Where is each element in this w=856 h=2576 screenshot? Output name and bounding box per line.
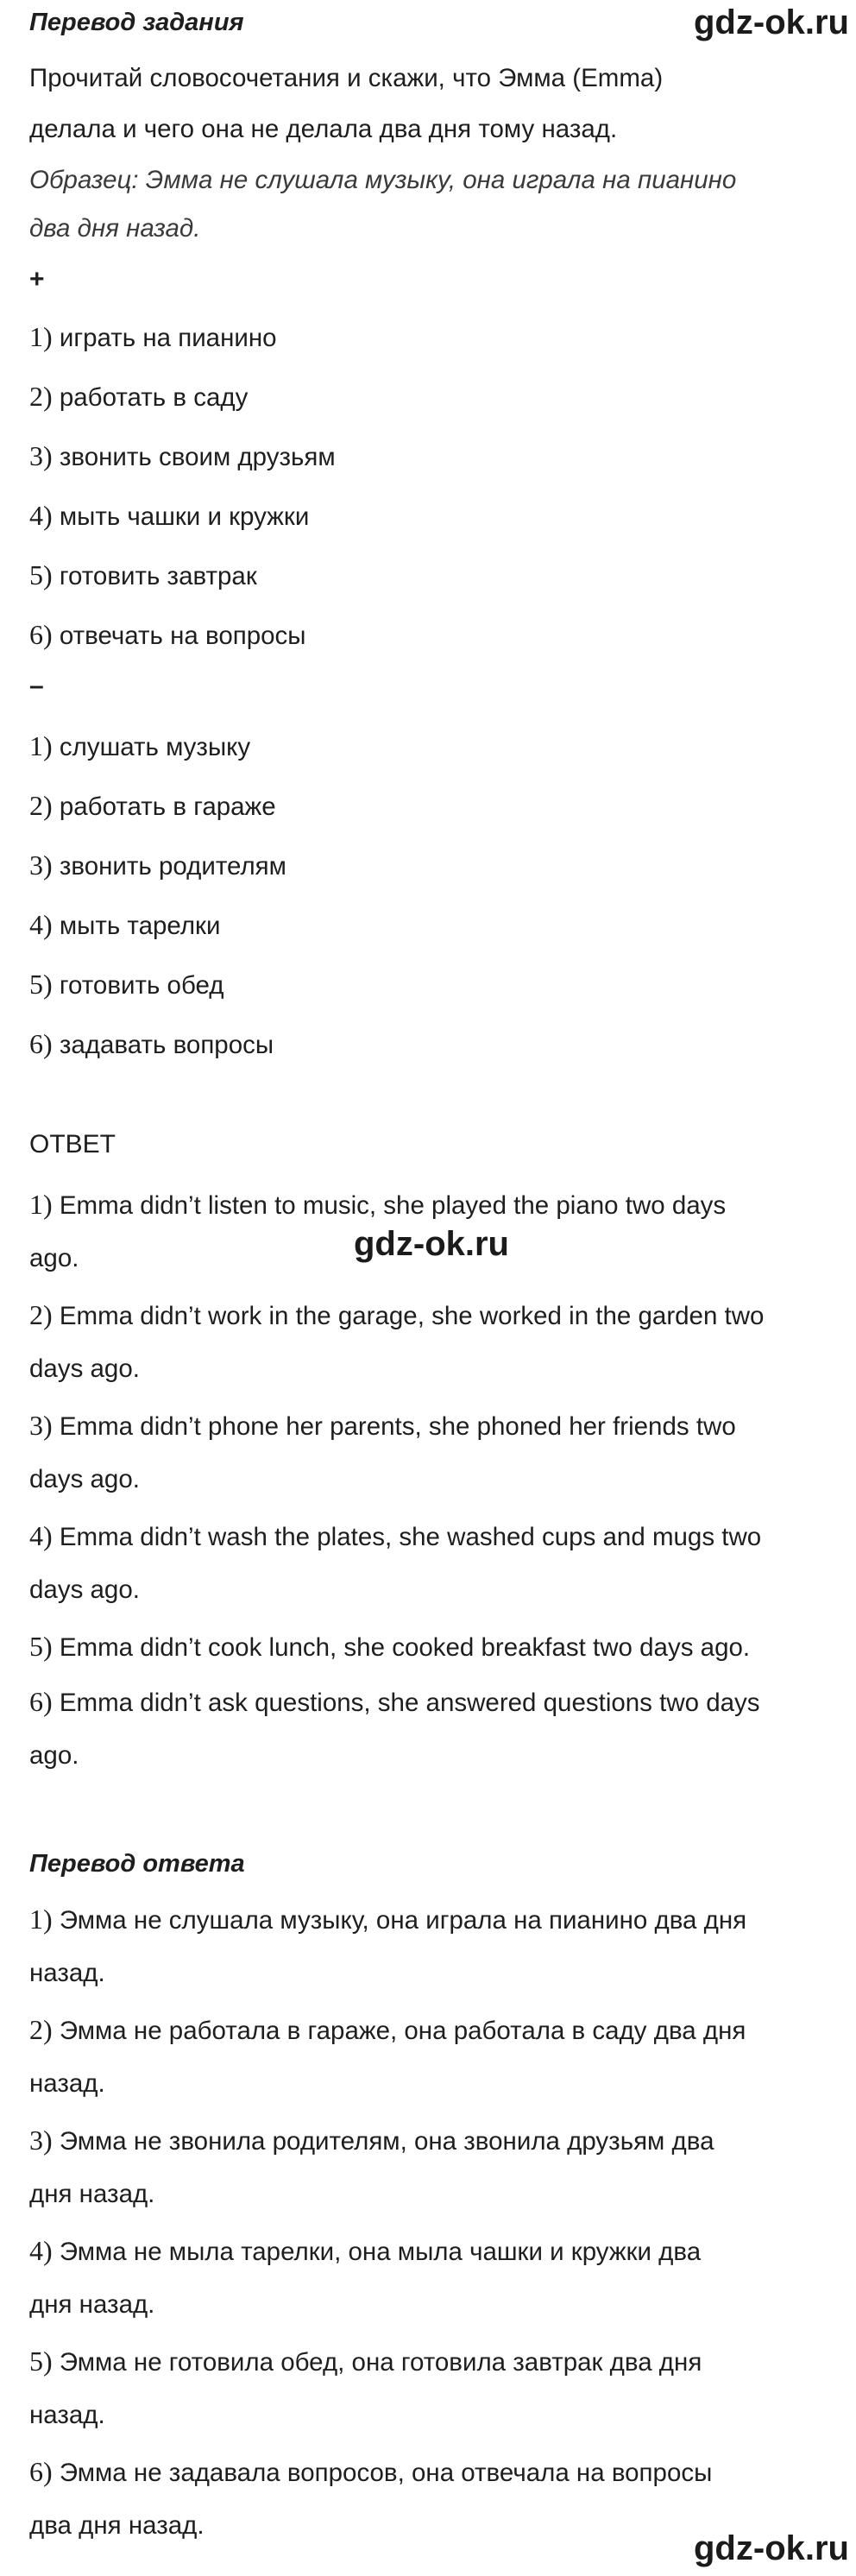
translation-text: Эмма не задавала вопросов, она отвечала на вопросы — [59, 2459, 713, 2487]
list-item — [29, 911, 220, 939]
item-number: 1) — [29, 730, 53, 761]
item-number: 6) — [29, 2456, 53, 2487]
item-number: 5) — [29, 969, 53, 1000]
translation-heading: Перевод ответа — [29, 1850, 245, 1878]
item-text: задавать вопросы — [59, 1031, 274, 1059]
item-number: 1) — [29, 321, 53, 352]
answer-line — [29, 1411, 736, 1440]
plus-symbol: + — [29, 265, 45, 294]
answer-line — [29, 1301, 764, 1329]
translation-line — [29, 2458, 712, 2486]
item-text: звонить своим друзьям — [59, 443, 336, 471]
item-text: мыть чашки и кружки — [59, 502, 310, 531]
translation-line-cont: дня назад. — [29, 2290, 155, 2319]
list-item — [29, 732, 250, 761]
task-intro-line-1: Прочитай словосочетания и скажи, что Эмма (Emma) — [29, 64, 664, 92]
item-text: готовить завтрак — [59, 562, 257, 590]
item-number: 1) — [29, 1189, 53, 1220]
item-number: 4) — [29, 2235, 53, 2266]
item-number: 1) — [29, 1904, 53, 1935]
item-text: слушать музыку — [59, 733, 251, 761]
list-item — [29, 561, 257, 590]
item-text: работать в гараже — [59, 792, 276, 821]
translation-text: Эмма не работала в гараже, она работала в саду два дня — [59, 2017, 746, 2045]
item-text: звонить родителям — [59, 852, 286, 881]
watermark-bottom: gdz-ok.ru — [694, 2529, 849, 2567]
list-item — [29, 382, 248, 411]
translation-line — [29, 2016, 746, 2044]
watermark-top: gdz-ok.ru — [694, 3, 849, 41]
item-number: 5) — [29, 1631, 53, 1662]
translation-line-cont: дня назад. — [29, 2180, 155, 2208]
translation-line — [29, 2347, 702, 2376]
answer-text: Emma didn’t phone her parents, she phoned her friends two — [59, 1412, 736, 1441]
list-item — [29, 851, 286, 880]
item-number: 2) — [29, 381, 53, 412]
item-number: 4) — [29, 909, 53, 940]
answer-line-cont: days ago. — [29, 1465, 140, 1493]
translation-text: Эмма не готовила обед, она готовила завтрак два дня — [59, 2348, 702, 2377]
answer-line-cont: days ago. — [29, 1354, 140, 1383]
item-number: 3) — [29, 2125, 53, 2156]
item-text: готовить обед — [59, 971, 224, 1000]
task-intro-line-2: делала и чего она не делала два дня тому назад. — [29, 115, 618, 143]
list-item — [29, 1030, 274, 1058]
item-number: 6) — [29, 1686, 53, 1717]
item-number: 4) — [29, 1520, 53, 1551]
example-line-1: Образец: Эмма не слушала музыку, она играла на пианино — [29, 166, 737, 194]
list-item — [29, 502, 309, 530]
example-line-2: два дня назад. — [29, 214, 201, 243]
answer-line — [29, 1688, 760, 1716]
answer-line — [29, 1190, 726, 1219]
translation-text: Эмма не звонила родителям, она звонила друзьям два — [59, 2127, 714, 2156]
item-text: мыть тарелки — [59, 912, 221, 940]
answer-line-cont: ago. — [29, 1741, 79, 1770]
item-text: отвечать на вопросы — [59, 622, 306, 650]
item-number: 6) — [29, 1028, 53, 1059]
answer-line — [29, 1632, 750, 1661]
answer-text: Emma didn’t listen to music, she played the piano two days — [59, 1191, 727, 1220]
translation-line-cont: назад. — [29, 2401, 105, 2429]
translation-text: Эмма не мыла тарелки, она мыла чашки и кружки два — [59, 2238, 702, 2266]
answer-text: Emma didn’t cook lunch, she cooked breakfast two days ago. — [59, 1633, 751, 1662]
answer-line-cont: days ago. — [29, 1575, 140, 1604]
answer-line-cont: ago. — [29, 1244, 79, 1272]
item-number: 4) — [29, 500, 53, 531]
task-heading: Перевод задания — [29, 9, 244, 36]
item-number: 3) — [29, 1410, 53, 1441]
list-item — [29, 970, 224, 999]
item-number: 2) — [29, 2014, 53, 2045]
item-number: 5) — [29, 559, 53, 590]
translation-line-cont: два дня назад. — [29, 2511, 205, 2540]
answer-text: Emma didn’t ask questions, she answered questions two days — [59, 1689, 760, 1717]
item-number: 6) — [29, 619, 53, 650]
list-item — [29, 323, 277, 351]
translation-line — [29, 2237, 701, 2265]
item-text: играть на пианино — [59, 324, 277, 352]
minus-symbol: – — [29, 672, 44, 700]
answer-line — [29, 1522, 761, 1550]
answer-title: ОТВЕТ — [29, 1130, 116, 1159]
list-item — [29, 442, 336, 470]
item-number: 2) — [29, 1299, 53, 1330]
translation-line — [29, 1905, 746, 1934]
translation-line-cont: назад. — [29, 2069, 105, 2098]
item-number: 2) — [29, 790, 53, 821]
answer-text: Emma didn’t work in the garage, she worked in the garden two — [59, 1302, 765, 1330]
translation-line-cont: назад. — [29, 1959, 105, 1987]
list-item — [29, 621, 305, 649]
translation-line — [29, 2126, 714, 2155]
item-number: 3) — [29, 849, 53, 881]
watermark-middle: gdz-ok.ru — [354, 1225, 509, 1263]
answer-text: Emma didn’t wash the plates, she washed cups and mugs two — [59, 1523, 762, 1551]
item-number: 3) — [29, 440, 53, 471]
item-text: работать в саду — [59, 383, 249, 412]
list-item — [29, 792, 276, 820]
translation-text: Эмма не слушала музыку, она играла на пианино два дня — [59, 1906, 747, 1935]
item-number: 5) — [29, 2346, 53, 2377]
